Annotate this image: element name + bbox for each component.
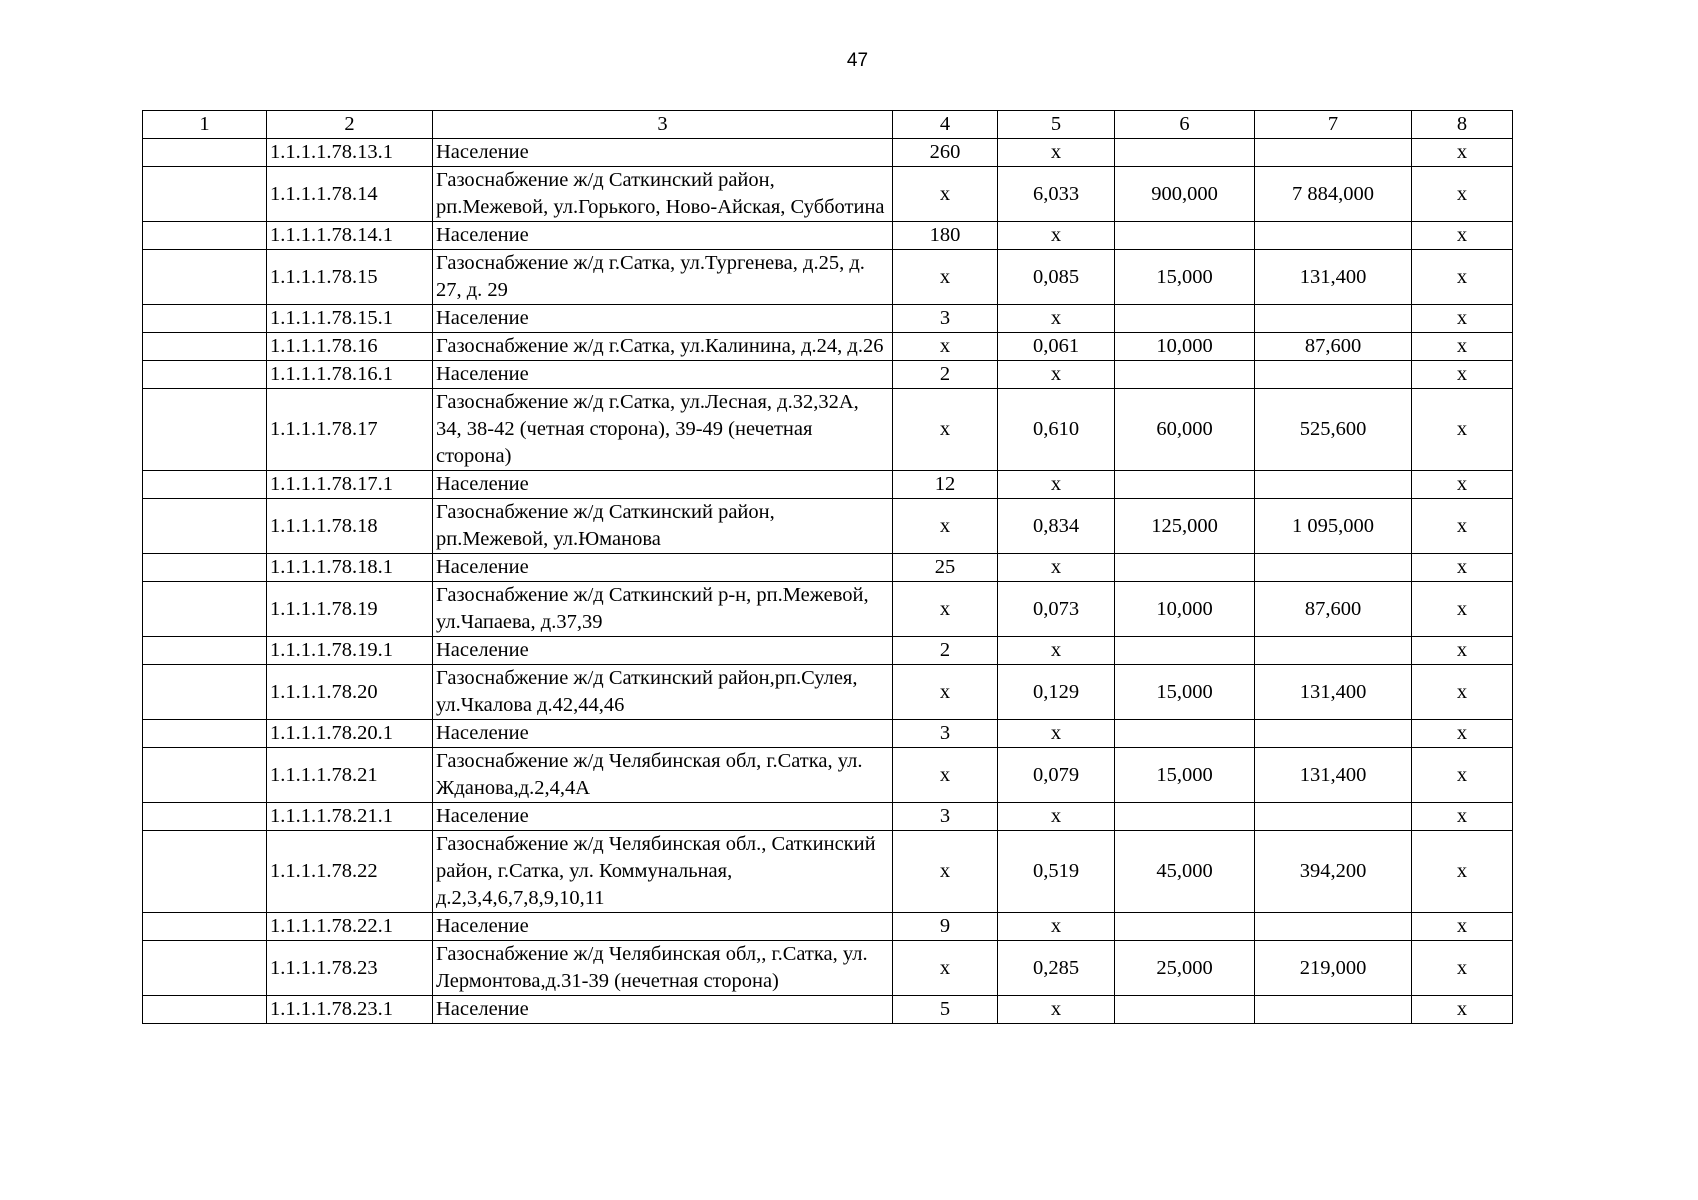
cell-col1 <box>143 637 267 665</box>
cell-col8: x <box>1412 471 1513 499</box>
cell-col5: x <box>998 361 1115 389</box>
cell-col7: 131,400 <box>1255 665 1412 720</box>
page-number: 47 <box>846 50 869 71</box>
cell-col5: 0,834 <box>998 499 1115 554</box>
table-row <box>143 913 1513 941</box>
cell-col6: 15,000 <box>1115 250 1255 305</box>
cell-col1 <box>143 167 267 222</box>
cell-col5: 0,073 <box>998 582 1115 637</box>
cell-col8: x <box>1412 499 1513 554</box>
cell-col7 <box>1255 222 1412 250</box>
cell-col5: 0,519 <box>998 831 1115 913</box>
table-row <box>143 499 1513 554</box>
cell-code: 1.1.1.1.78.14 <box>267 167 433 222</box>
cell-code: 1.1.1.1.78.19.1 <box>267 637 433 665</box>
table-body <box>143 111 1513 1024</box>
cell-col4: 25 <box>893 554 998 582</box>
cell-col4: 12 <box>893 471 998 499</box>
cell-code: 1.1.1.1.78.15 <box>267 250 433 305</box>
cell-col7: 1 095,000 <box>1255 499 1412 554</box>
header-cell-6: 6 <box>1115 111 1255 139</box>
data-table <box>142 110 1513 1024</box>
cell-code: 1.1.1.1.78.17 <box>267 389 433 471</box>
cell-col4: x <box>893 167 998 222</box>
cell-name: Газоснабжение ж/д Челябинская обл,, г.Сатка, ул. Лермонтова,д.31-39 (нечетная сторона) <box>433 941 893 996</box>
cell-code: 1.1.1.1.78.23.1 <box>267 996 433 1024</box>
cell-col7 <box>1255 996 1412 1024</box>
cell-col7 <box>1255 361 1412 389</box>
cell-name: Население <box>433 471 893 499</box>
cell-name: Население <box>433 305 893 333</box>
cell-col8: x <box>1412 941 1513 996</box>
cell-col4: x <box>893 831 998 913</box>
cell-col8: x <box>1412 222 1513 250</box>
cell-col6: 15,000 <box>1115 748 1255 803</box>
cell-name: Население <box>433 913 893 941</box>
cell-code: 1.1.1.1.78.13.1 <box>267 139 433 167</box>
cell-col4: x <box>893 389 998 471</box>
cell-col1 <box>143 222 267 250</box>
table-row <box>143 720 1513 748</box>
cell-col5: 0,285 <box>998 941 1115 996</box>
cell-col4: x <box>893 748 998 803</box>
cell-col7 <box>1255 471 1412 499</box>
table-header-row <box>143 111 1513 139</box>
cell-col8: x <box>1412 139 1513 167</box>
table-row <box>143 333 1513 361</box>
cell-col5: x <box>998 803 1115 831</box>
cell-name: Газоснабжение ж/д Саткинский район, рп.Межевой, ул.Горького, Ново-Айская, Субботина <box>433 167 893 222</box>
cell-name: Население <box>433 637 893 665</box>
cell-col7 <box>1255 554 1412 582</box>
cell-col8: x <box>1412 167 1513 222</box>
cell-col1 <box>143 361 267 389</box>
cell-col1 <box>143 941 267 996</box>
table-row <box>143 139 1513 167</box>
cell-col7: 525,600 <box>1255 389 1412 471</box>
cell-name: Население <box>433 139 893 167</box>
header-cell-2: 2 <box>267 111 433 139</box>
cell-name: Население <box>433 222 893 250</box>
cell-col4: 180 <box>893 222 998 250</box>
cell-col8: x <box>1412 582 1513 637</box>
cell-code: 1.1.1.1.78.20.1 <box>267 720 433 748</box>
cell-col5: x <box>998 554 1115 582</box>
cell-code: 1.1.1.1.78.22 <box>267 831 433 913</box>
cell-name: Газоснабжение ж/д г.Сатка, ул.Лесная, д.32,32А, 34, 38-42 (четная сторона), 39-49 (нечетная сторона) <box>433 389 893 471</box>
cell-col5: 0,085 <box>998 250 1115 305</box>
cell-col6: 60,000 <box>1115 389 1255 471</box>
cell-col1 <box>143 803 267 831</box>
cell-col1 <box>143 471 267 499</box>
cell-col7: 87,600 <box>1255 582 1412 637</box>
cell-col6 <box>1115 139 1255 167</box>
cell-col8: x <box>1412 913 1513 941</box>
table-row <box>143 748 1513 803</box>
cell-col1 <box>143 389 267 471</box>
cell-code: 1.1.1.1.78.21.1 <box>267 803 433 831</box>
cell-col8: x <box>1412 554 1513 582</box>
cell-col6 <box>1115 803 1255 831</box>
cell-col7: 394,200 <box>1255 831 1412 913</box>
cell-col6 <box>1115 637 1255 665</box>
table-row <box>143 471 1513 499</box>
cell-col5: x <box>998 720 1115 748</box>
cell-code: 1.1.1.1.78.17.1 <box>267 471 433 499</box>
table-row <box>143 665 1513 720</box>
cell-col7: 131,400 <box>1255 748 1412 803</box>
cell-col6 <box>1115 554 1255 582</box>
cell-code: 1.1.1.1.78.20 <box>267 665 433 720</box>
table-row <box>143 996 1513 1024</box>
cell-col8: x <box>1412 803 1513 831</box>
cell-col5: 6,033 <box>998 167 1115 222</box>
header-cell-4: 4 <box>893 111 998 139</box>
cell-col4: 3 <box>893 720 998 748</box>
cell-col4: x <box>893 333 998 361</box>
cell-col6 <box>1115 222 1255 250</box>
cell-col5: x <box>998 471 1115 499</box>
cell-col4: 5 <box>893 996 998 1024</box>
cell-col1 <box>143 333 267 361</box>
cell-col8: x <box>1412 831 1513 913</box>
cell-code: 1.1.1.1.78.23 <box>267 941 433 996</box>
cell-col1 <box>143 582 267 637</box>
cell-col7: 7 884,000 <box>1255 167 1412 222</box>
cell-name: Газоснабжение ж/д Саткинский район,рп.Сулея, ул.Чкалова д.42,44,46 <box>433 665 893 720</box>
cell-code: 1.1.1.1.78.14.1 <box>267 222 433 250</box>
cell-col8: x <box>1412 637 1513 665</box>
table-row <box>143 941 1513 996</box>
cell-col5: x <box>998 913 1115 941</box>
table-row <box>143 222 1513 250</box>
cell-col6 <box>1115 305 1255 333</box>
cell-name: Население <box>433 996 893 1024</box>
cell-col4: 260 <box>893 139 998 167</box>
cell-col7: 87,600 <box>1255 333 1412 361</box>
cell-col1 <box>143 831 267 913</box>
cell-col6 <box>1115 996 1255 1024</box>
cell-name: Население <box>433 361 893 389</box>
cell-col8: x <box>1412 361 1513 389</box>
cell-col6: 15,000 <box>1115 665 1255 720</box>
cell-col5: x <box>998 996 1115 1024</box>
cell-col8: x <box>1412 720 1513 748</box>
cell-col4: 3 <box>893 803 998 831</box>
cell-code: 1.1.1.1.78.18.1 <box>267 554 433 582</box>
cell-col1 <box>143 913 267 941</box>
cell-col1 <box>143 665 267 720</box>
cell-col6: 125,000 <box>1115 499 1255 554</box>
cell-col5: 0,061 <box>998 333 1115 361</box>
cell-col5: x <box>998 305 1115 333</box>
cell-col7 <box>1255 720 1412 748</box>
cell-col4: 9 <box>893 913 998 941</box>
cell-col4: x <box>893 941 998 996</box>
table-row <box>143 389 1513 471</box>
cell-col6 <box>1115 471 1255 499</box>
cell-name: Газоснабжение ж/д г.Сатка, ул.Калинина, д.24, д.26 <box>433 333 893 361</box>
cell-col7: 219,000 <box>1255 941 1412 996</box>
cell-code: 1.1.1.1.78.22.1 <box>267 913 433 941</box>
cell-col8: x <box>1412 250 1513 305</box>
cell-col4: x <box>893 499 998 554</box>
header-cell-8: 8 <box>1412 111 1513 139</box>
cell-col1 <box>143 250 267 305</box>
cell-name: Газоснабжение ж/д Саткинский р-н, рп.Межевой, ул.Чапаева, д.37,39 <box>433 582 893 637</box>
cell-col1 <box>143 748 267 803</box>
cell-name: Газоснабжение ж/д Челябинская обл, г.Сатка, ул. Жданова,д.2,4,4А <box>433 748 893 803</box>
cell-col5: 0,079 <box>998 748 1115 803</box>
cell-col4: x <box>893 665 998 720</box>
table-row <box>143 831 1513 913</box>
table-row <box>143 167 1513 222</box>
cell-name: Население <box>433 803 893 831</box>
cell-col7 <box>1255 913 1412 941</box>
cell-col6: 25,000 <box>1115 941 1255 996</box>
cell-col1 <box>143 499 267 554</box>
cell-col8: x <box>1412 305 1513 333</box>
cell-col7 <box>1255 803 1412 831</box>
cell-name: Газоснабжение ж/д Челябинская обл., Саткинский район, г.Сатка, ул. Коммунальная, д.2,3,4,6,7,8,9,10,11 <box>433 831 893 913</box>
table-row <box>143 250 1513 305</box>
cell-name: Газоснабжение ж/д Саткинский район, рп.Межевой, ул.Юманова <box>433 499 893 554</box>
cell-col1 <box>143 305 267 333</box>
cell-col6: 10,000 <box>1115 582 1255 637</box>
cell-col5: 0,610 <box>998 389 1115 471</box>
cell-name: Население <box>433 720 893 748</box>
cell-col7 <box>1255 305 1412 333</box>
header-cell-5: 5 <box>998 111 1115 139</box>
table-row <box>143 803 1513 831</box>
cell-col5: 0,129 <box>998 665 1115 720</box>
cell-code: 1.1.1.1.78.18 <box>267 499 433 554</box>
cell-col5: x <box>998 222 1115 250</box>
cell-code: 1.1.1.1.78.19 <box>267 582 433 637</box>
table-row <box>143 554 1513 582</box>
cell-col1 <box>143 554 267 582</box>
cell-col4: 2 <box>893 361 998 389</box>
cell-col5: x <box>998 637 1115 665</box>
table-row <box>143 305 1513 333</box>
cell-col8: x <box>1412 748 1513 803</box>
header-cell-7: 7 <box>1255 111 1412 139</box>
cell-col4: 2 <box>893 637 998 665</box>
cell-code: 1.1.1.1.78.16.1 <box>267 361 433 389</box>
cell-code: 1.1.1.1.78.15.1 <box>267 305 433 333</box>
table-row <box>143 361 1513 389</box>
cell-col5: x <box>998 139 1115 167</box>
cell-code: 1.1.1.1.78.21 <box>267 748 433 803</box>
cell-col8: x <box>1412 665 1513 720</box>
header-cell-3: 3 <box>433 111 893 139</box>
cell-col4: x <box>893 250 998 305</box>
cell-col7: 131,400 <box>1255 250 1412 305</box>
cell-name: Население <box>433 554 893 582</box>
cell-col4: 3 <box>893 305 998 333</box>
cell-col1 <box>143 996 267 1024</box>
cell-col8: x <box>1412 389 1513 471</box>
cell-col6: 45,000 <box>1115 831 1255 913</box>
cell-col6: 900,000 <box>1115 167 1255 222</box>
cell-col8: x <box>1412 333 1513 361</box>
cell-col6 <box>1115 913 1255 941</box>
cell-col6 <box>1115 720 1255 748</box>
cell-col8: x <box>1412 996 1513 1024</box>
cell-col6: 10,000 <box>1115 333 1255 361</box>
cell-col1 <box>143 720 267 748</box>
cell-code: 1.1.1.1.78.16 <box>267 333 433 361</box>
cell-col1 <box>143 139 267 167</box>
cell-col4: x <box>893 582 998 637</box>
table-row <box>143 582 1513 637</box>
header-cell-1: 1 <box>143 111 267 139</box>
cell-col6 <box>1115 361 1255 389</box>
cell-col7 <box>1255 637 1412 665</box>
table-row <box>143 637 1513 665</box>
cell-name: Газоснабжение ж/д г.Сатка, ул.Тургенева, д.25, д. 27, д. 29 <box>433 250 893 305</box>
cell-col7 <box>1255 139 1412 167</box>
